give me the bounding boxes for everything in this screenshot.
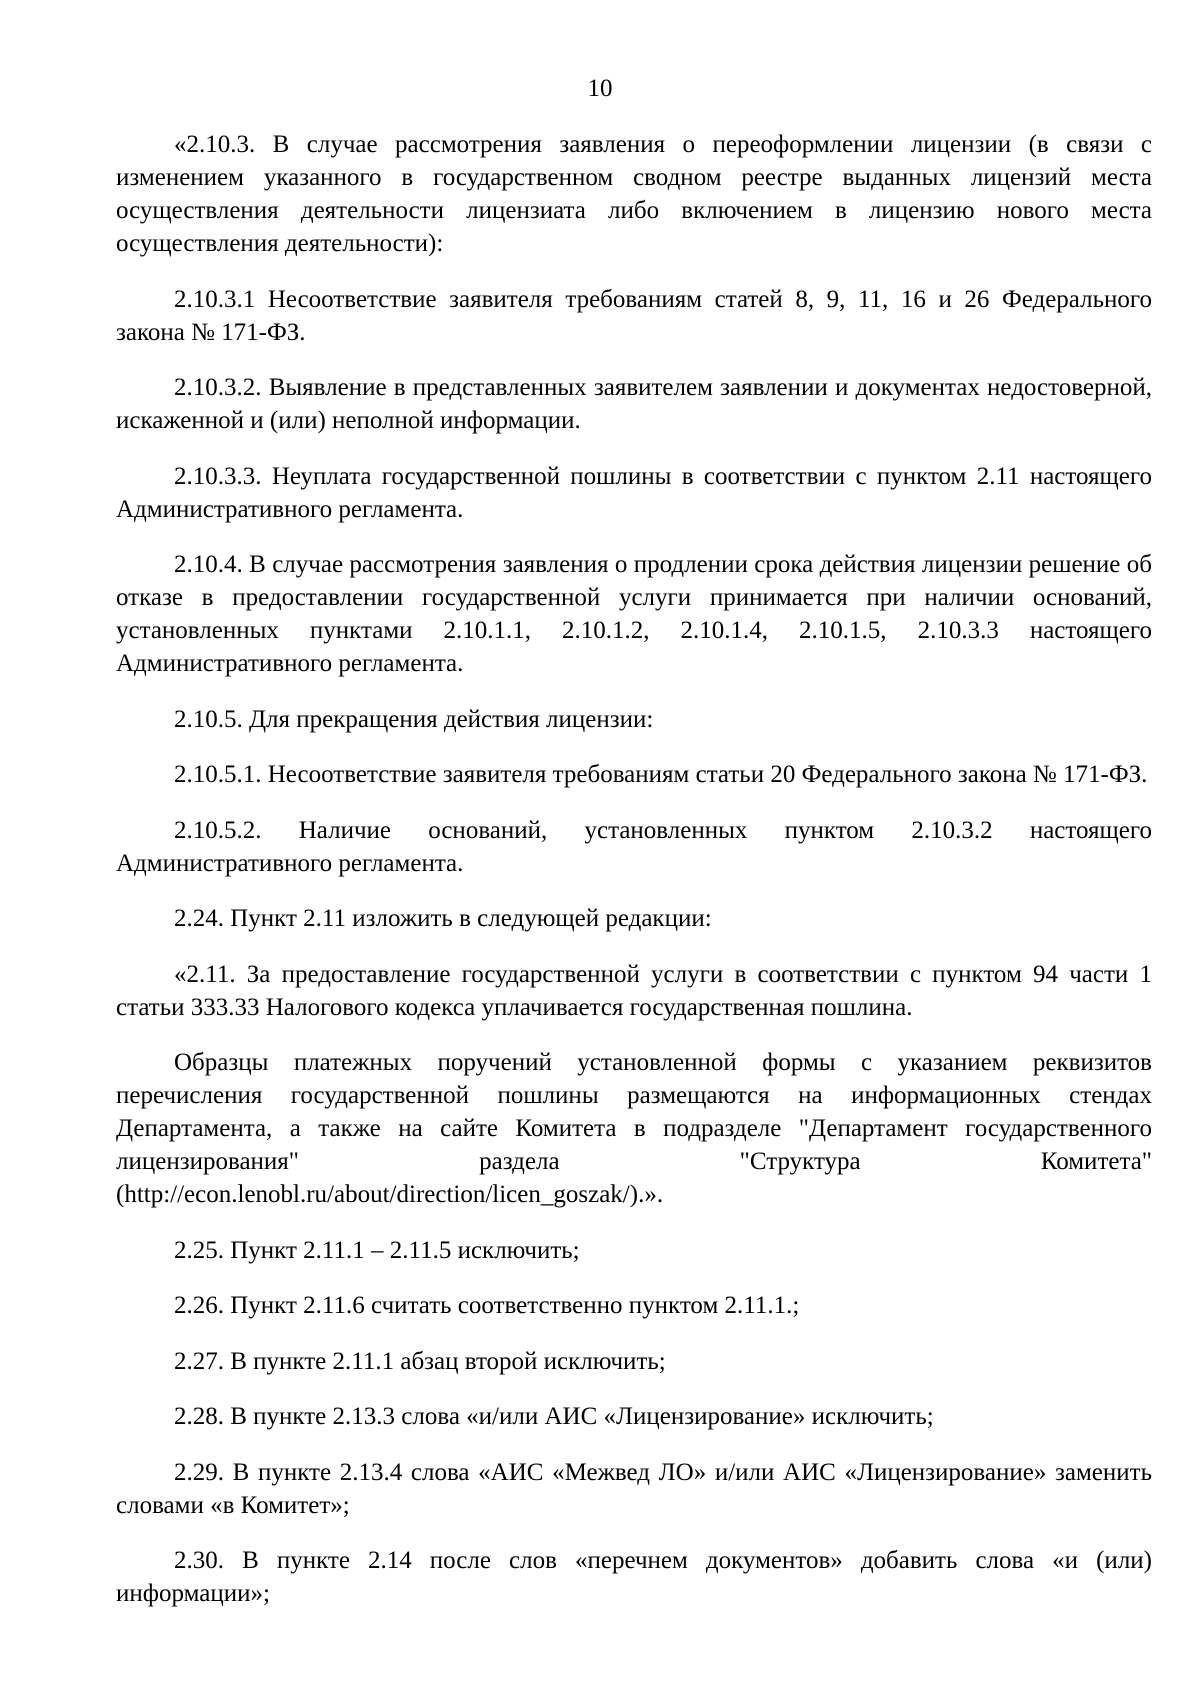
document-body xyxy=(116,128,1152,1610)
paragraph-2-29: 2.29. В пункте 2.13.4 слова «АИС «Межвед ЛО» и/или АИС «Лицензирование» заменить словами «в Комитет»; xyxy=(116,1458,1152,1519)
paragraph-2-24: 2.24. Пункт 2.11 изложить в следующей редакции: xyxy=(174,905,712,932)
paragraph-payment-samples: Образцы платежных поручений установленной формы с указанием реквизитов перечисления государственной пошлины размещаются на информационных стендах Департамента, а также на сайте Комитета в подразделе "Департамент государственного лицензирования" раздела "Структура Комитета" (http://econ.lenobl.ru/about/direction/licen_goszak/).». xyxy=(116,1049,1152,1208)
paragraph-2-10-5-2: 2.10.5.2. Наличие оснований, установленных пунктом 2.10.3.2 настоящего Административного регламента. xyxy=(116,816,1152,877)
paragraph-2-10-3-3: 2.10.3.3. Неуплата государственной пошлины в соответствии с пунктом 2.11 настоящего Административного регламента. xyxy=(116,462,1152,523)
paragraph-2-10-5-1: 2.10.5.1. Несоответствие заявителя требованиям статьи 20 Федерального закона № 171-ФЗ. xyxy=(174,761,1148,788)
paragraph-2-10-3-2: 2.10.3.2. Выявление в представленных заявителем заявлении и документах недостоверной, искаженной и (или) неполной информации. xyxy=(116,374,1152,434)
page-number: 10 xyxy=(587,75,613,102)
paragraph-2-25: 2.25. Пункт 2.11.1 – 2.11.5 исключить; xyxy=(174,1236,580,1264)
paragraph-2-10-5: 2.10.5. Для прекращения действия лицензии: xyxy=(174,705,654,733)
paragraph-2-28: 2.28. В пункте 2.13.3 слова «и/или АИС «Лицензирование» исключить; xyxy=(174,1403,934,1430)
paragraph-2-30: 2.30. В пункте 2.14 после слов «перечнем документов» добавить слова «и (или) информации»; xyxy=(116,1547,1152,1607)
paragraph-2-10-3: «2.10.3. В случае рассмотрения заявления о переоформлении лицензии (в связи с изменением указанного в государственном сводном реестре выданных лицензий места осуществления деятельности лицензиата либо включением в лицензию нового места осуществления деятельности): xyxy=(116,131,1152,257)
paragraph-2-10-3-1: 2.10.3.1 Несоответствие заявителя требованиям статей 8, 9, 11, 16 и 26 Федерального закона № 171-ФЗ. xyxy=(116,285,1152,346)
paragraph-2-11: «2.11. За предоставление государственной услуги в соответствии с пунктом 94 части 1 статьи 333.33 Налогового кодекса уплачивается государственная пошлина. xyxy=(116,960,1152,1021)
paragraph-2-10-4: 2.10.4. В случае рассмотрения заявления о продлении срока действия лицензии решение об отказе в предоставлении государственной услуги принимается при наличии оснований, установленных пунктами 2.10.1.1, 2.10.1.2, 2.10.1.4, 2.10.1.5, 2.10.3.3 настоящего Административного регламента. xyxy=(116,551,1152,677)
paragraph-2-27: 2.27. В пункте 2.11.1 абзац второй исключить; xyxy=(174,1347,666,1375)
paragraph-2-26: 2.26. Пункт 2.11.6 считать соответственно пунктом 2.11.1.; xyxy=(174,1292,800,1319)
